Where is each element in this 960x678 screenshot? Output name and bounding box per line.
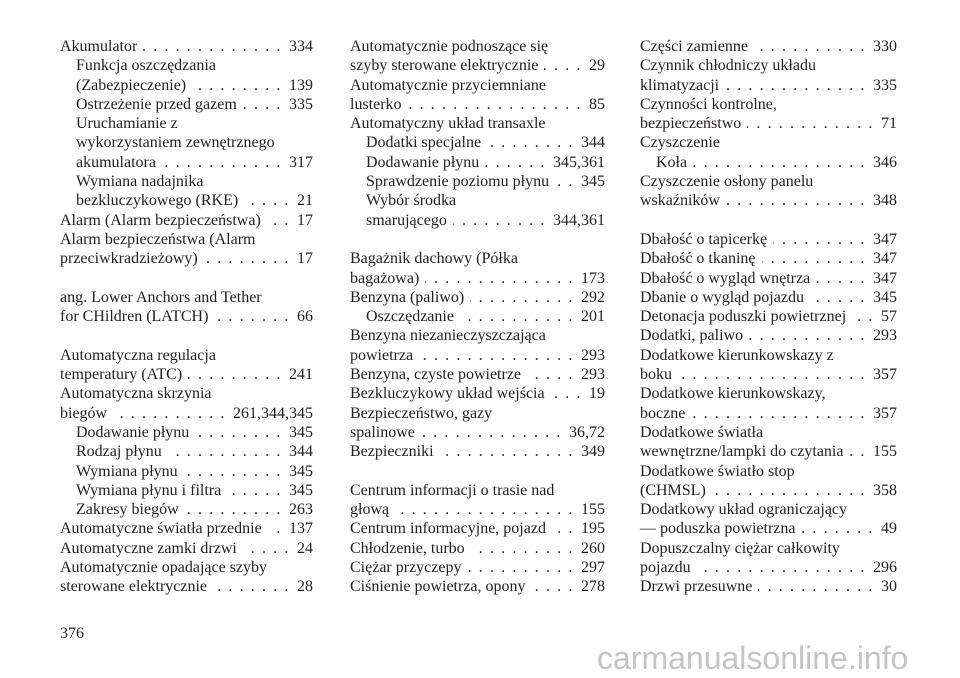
entry-label: Dodawanie płynu: [76, 423, 190, 441]
dot-leader: [471, 539, 574, 558]
entry-label: Oszczędzanie: [366, 308, 454, 326]
page-reference: 29: [589, 57, 605, 75]
page-reference: 24: [297, 539, 313, 557]
index-entry: [640, 307, 897, 326]
dot-leader: [143, 37, 282, 56]
index-entry: [350, 423, 605, 442]
page-reference: 293: [581, 366, 605, 384]
dot-leader: [849, 442, 866, 461]
index-subentry: [60, 172, 313, 191]
entry-label: Wybór środka: [366, 192, 457, 210]
dot-leader: [693, 153, 866, 172]
index-entry: [640, 558, 897, 577]
dot-leader: [395, 500, 574, 519]
dot-leader: [691, 404, 866, 423]
index-entry: [350, 539, 605, 558]
dot-leader: [712, 481, 866, 500]
page-reference: 335: [873, 76, 897, 94]
page-reference: 28: [297, 578, 313, 596]
entry-label: Wymiana płynu: [76, 462, 178, 480]
page-number: 376: [60, 625, 84, 642]
index-entry: [60, 346, 313, 365]
entry-label: lusterko: [350, 95, 402, 113]
entry-label: wykorzystaniem zewnętrznego: [76, 134, 275, 152]
page-reference: 357: [873, 404, 897, 422]
entry-label: Bezkluczykowy układ wejścia: [350, 385, 545, 403]
entry-label: Wymiana nadajnika: [76, 173, 204, 191]
entry-label: Automatycznie przyciemniane: [350, 76, 546, 94]
index-entry: [350, 481, 605, 500]
index-subentry: [640, 153, 897, 172]
entry-label: spalinowe: [350, 423, 415, 441]
index-entry: [350, 346, 605, 365]
index-subentry: [60, 133, 313, 152]
page-reference: 139: [289, 76, 313, 94]
index-entry: [640, 500, 897, 519]
index-entry: [350, 114, 605, 133]
index-entry: [640, 249, 897, 268]
entry-label: Ciężar przyczepy: [350, 559, 462, 577]
index-group: [60, 346, 313, 597]
index-entry: [640, 230, 897, 249]
index-entry: [640, 346, 897, 365]
index-entry: [640, 114, 897, 133]
page-reference: 30: [881, 578, 897, 596]
index-entry: [60, 307, 313, 326]
index-subentry: [350, 153, 605, 172]
entry-label: Dbałość o tapicerkę: [640, 230, 768, 248]
page-reference: 358: [873, 481, 897, 499]
page-reference: 263: [289, 501, 313, 519]
entry-label: Dodatkowe kierunkowskazy z: [640, 346, 834, 364]
entry-label: głową: [350, 501, 390, 519]
dot-leader: [440, 442, 574, 461]
index-subentry: [60, 76, 313, 95]
dot-leader: [227, 481, 282, 500]
index-entry: [640, 95, 897, 114]
dot-leader: [425, 269, 574, 288]
dot-leader: [243, 539, 290, 558]
page-reference: 173: [581, 269, 605, 287]
entry-label: Akumulator: [60, 38, 138, 55]
entry-label: Części zamienne: [640, 38, 748, 55]
page-reference: 19: [589, 385, 605, 403]
entry-label: bagażowa): [350, 269, 420, 287]
entry-label: Dopuszczalny ciężar całkowity: [640, 539, 840, 557]
page-reference: 57: [881, 308, 897, 326]
dot-leader: [754, 37, 866, 56]
index-entry: [640, 37, 897, 56]
entry-label: Koła: [656, 153, 688, 171]
entry-label: Automatyczne światła przednie: [60, 520, 262, 538]
index-entry: [60, 558, 313, 577]
index-entry: [350, 249, 605, 268]
entry-label: biegów: [60, 404, 108, 422]
dot-leader: [773, 230, 866, 249]
dot-leader: [268, 519, 282, 538]
page-reference: 66: [297, 308, 313, 326]
index-entry: [60, 249, 313, 268]
index-entry: [640, 539, 897, 558]
dot-leader: [551, 384, 582, 403]
index-entry: [350, 404, 605, 423]
entry-label: Dodatkowe kierunkowskazy,: [640, 385, 826, 403]
index-entry: [640, 133, 897, 152]
index-entry: [60, 288, 313, 307]
entry-label: (Zabezpieczenie): [76, 76, 187, 94]
page-reference: 344,361: [553, 211, 605, 229]
entry-label: boczne: [640, 404, 686, 422]
index-group: [60, 37, 313, 269]
entry-label: Dodatki, paliwo: [640, 327, 744, 345]
page-reference: 278: [581, 578, 605, 596]
page-reference: 292: [581, 288, 605, 306]
index-group: [60, 288, 313, 327]
index-subentry: [60, 500, 313, 519]
entry-label: — poduszka powietrzna: [640, 520, 796, 538]
entry-label: Centrum informacji o trasie nad: [350, 481, 555, 499]
entry-label: Dbanie o wygląd pojazdu: [640, 288, 804, 306]
index-entry: [350, 500, 605, 519]
index-entry: [640, 577, 897, 596]
entry-label: akumulatora: [76, 153, 156, 171]
index-group: [640, 37, 897, 211]
page-reference: 349: [581, 443, 605, 461]
entry-label: Bezpieczeństwo, gazy: [350, 404, 493, 422]
entry-label: Funkcja oszczędzania: [76, 57, 216, 75]
index-entry: [640, 404, 897, 423]
page-reference: 296: [873, 559, 897, 577]
dot-leader: [467, 558, 574, 577]
page-reference: 21: [297, 192, 313, 210]
dot-leader: [749, 326, 866, 345]
dot-leader: [204, 249, 290, 268]
dot-leader: [555, 172, 574, 191]
entry-label: Chłodzenie, turbo: [350, 539, 465, 557]
page-reference: 344: [581, 134, 605, 152]
page-reference: 155: [873, 443, 897, 461]
entry-label: pojazdu: [640, 559, 691, 577]
page-reference: 155: [581, 501, 605, 519]
index-column-3: [640, 37, 897, 597]
dot-leader: [421, 423, 562, 442]
entry-label: Alarm (Alarm bezpieczeństwa): [60, 211, 261, 229]
index-entry: [350, 519, 605, 538]
page-reference: 293: [581, 346, 605, 364]
index-column-1: [60, 37, 313, 597]
index-entry: [350, 384, 605, 403]
page-reference: 347: [873, 269, 897, 287]
index-column-2: [350, 37, 605, 597]
index-entry: [640, 519, 897, 538]
page-reference: 348: [873, 192, 897, 210]
dot-leader: [747, 114, 874, 133]
entry-label: Benzyna, czyste powietrze: [350, 366, 522, 384]
page-reference: 357: [873, 366, 897, 384]
index-entry: [640, 384, 897, 403]
page-reference: 241: [289, 366, 313, 384]
dot-leader: [762, 249, 866, 268]
entry-label: Benzyna (paliwo): [350, 288, 465, 306]
entry-label: Zakresy biegów: [76, 501, 179, 519]
page-reference: 201: [581, 308, 605, 326]
index-entry: [640, 288, 897, 307]
dot-leader: [726, 191, 866, 210]
dot-leader: [802, 519, 874, 538]
page-reference: 17: [297, 211, 313, 229]
dot-leader: [816, 269, 866, 288]
entry-label: bezkluczykowego (RKE): [76, 192, 239, 210]
index-entry: [350, 269, 605, 288]
entry-label: Ciśnienie powietrza, opony: [350, 578, 526, 596]
page-reference: 49: [881, 520, 897, 538]
index-entry: [60, 577, 313, 596]
entry-label: Drzwi przesuwne: [640, 578, 753, 596]
page-reference: 71: [881, 115, 897, 133]
entry-label: klimatyzacji: [640, 76, 720, 94]
dot-leader: [168, 442, 282, 461]
index-group: [350, 481, 605, 597]
dot-leader: [544, 56, 582, 75]
dot-leader: [267, 211, 290, 230]
entry-label: Czyszczenie osłony panelu: [640, 173, 814, 191]
index-entry: [60, 37, 313, 56]
index-entry: [640, 462, 897, 481]
index-subentry: [60, 191, 313, 210]
page-reference: 317: [289, 153, 313, 171]
page-reference: 260: [581, 539, 605, 557]
entry-label: wskaźników: [640, 192, 720, 210]
page-reference: 345,361: [553, 153, 605, 171]
entry-label: Centrum informacyjne, pojazd: [350, 520, 546, 538]
entry-label: Rodzaj płynu: [76, 443, 162, 461]
index-entry: [60, 211, 313, 230]
entry-label: for CHildren (LATCH): [60, 308, 209, 326]
entry-label: Ostrzeżenie przed gazem: [76, 95, 237, 113]
dot-leader: [678, 365, 866, 384]
entry-label: Czynności kontrolne,: [640, 95, 777, 113]
index-group: [640, 230, 897, 597]
entry-label: Alarm bezpieczeństwa (Alarm: [60, 230, 256, 248]
index-entry: [350, 56, 605, 75]
page-reference: 36,72: [569, 423, 605, 441]
index-entry: [640, 172, 897, 191]
index-group: [350, 37, 605, 230]
entry-label: Dodatki specjalne: [366, 134, 482, 152]
dot-leader: [697, 558, 866, 577]
dot-leader: [485, 153, 546, 172]
entry-label: temperatury (ATC): [60, 366, 183, 384]
index-entry: [60, 365, 313, 384]
index-subentry: [350, 172, 605, 191]
page-reference: 85: [589, 95, 605, 113]
page-reference: 293: [873, 327, 897, 345]
index-entry: [640, 481, 897, 500]
index-entry: [640, 269, 897, 288]
index-subentry: [60, 56, 313, 75]
page-reference: 347: [873, 230, 897, 248]
index-entry: [350, 577, 605, 596]
entry-label: szyby sterowane elektrycznie: [350, 57, 539, 75]
index-subentry: [60, 114, 313, 133]
entry-label: (CHMSL): [640, 481, 706, 499]
dot-leader: [214, 307, 290, 326]
page-reference: 17: [297, 250, 313, 268]
entry-label: Automatyczna regulacja: [60, 346, 216, 364]
page-reference: 297: [581, 559, 605, 577]
dot-leader: [408, 95, 582, 114]
dot-leader: [419, 346, 574, 365]
dot-leader: [527, 365, 574, 384]
index-entry: [350, 326, 605, 345]
index-entry: [640, 56, 897, 75]
entry-label: Automatyczny układ transaxle: [350, 115, 546, 133]
index-entry: [60, 404, 313, 423]
dot-leader: [244, 191, 290, 210]
dot-leader: [470, 288, 574, 307]
index-subentry: [60, 442, 313, 461]
watermark: carmanualsonline.info: [597, 640, 909, 676]
entry-label: smarującego: [366, 211, 447, 229]
entry-label: Dodatkowy układ ograniczający: [640, 501, 848, 519]
page-reference: 334: [289, 38, 313, 55]
index-entry: [350, 558, 605, 577]
entry-label: sterowane elektrycznie: [60, 578, 208, 596]
index-entry: [60, 384, 313, 403]
entry-label: przeciwkradzieżowy): [60, 250, 198, 268]
index-entry: [350, 442, 605, 461]
index-entry: [350, 95, 605, 114]
page-reference: 344: [289, 443, 313, 461]
index-subentry: [60, 423, 313, 442]
page-reference: 137: [289, 520, 313, 538]
dot-leader: [113, 404, 226, 423]
entry-label: Automatyczne zamki drzwi: [60, 539, 237, 557]
entry-label: Dbałość o tkaninę: [640, 250, 756, 268]
dot-leader: [810, 288, 866, 307]
dot-leader: [192, 76, 282, 95]
entry-label: Dodatkowe światło stop: [640, 462, 795, 480]
entry-label: Dbałość o wygląd wnętrza: [640, 269, 811, 287]
entry-label: Benzyna niezanieczyszczająca: [350, 327, 546, 345]
dot-leader: [460, 307, 574, 326]
index-entry: [640, 326, 897, 345]
dot-leader: [487, 133, 574, 152]
entry-label: Wymiana płynu i filtra: [76, 481, 222, 499]
index-entry: [640, 423, 897, 442]
page-reference: 330: [873, 38, 897, 55]
index-subentry: [60, 481, 313, 500]
page-reference: 347: [873, 250, 897, 268]
entry-label: Detonacja poduszki powietrznej: [640, 308, 847, 326]
dot-leader: [188, 365, 282, 384]
dot-leader: [758, 577, 874, 596]
index-entry: [60, 539, 313, 558]
index-subentry: [60, 95, 313, 114]
dot-leader: [162, 153, 282, 172]
entry-label: Automatyczna skrzynia: [60, 385, 212, 403]
page-reference: 345: [581, 173, 605, 191]
entry-label: Uruchamianie z: [76, 115, 178, 133]
index-entry: [640, 365, 897, 384]
dot-leader: [195, 423, 282, 442]
entry-label: Bezpieczniki: [350, 443, 434, 461]
entry-label: ang. Lower Anchors and Tether: [60, 288, 262, 306]
dot-leader: [213, 577, 290, 596]
dot-leader: [453, 211, 546, 230]
entry-label: powietrza: [350, 346, 414, 364]
page-reference: 261,344,345: [233, 404, 313, 422]
page-reference: 335: [289, 95, 313, 113]
entry-label: Czyszczenie: [640, 134, 720, 152]
dot-leader: [184, 462, 282, 481]
dot-leader: [852, 307, 874, 326]
page-reference: 345: [873, 288, 897, 306]
entry-label: Automatycznie opadające szyby: [60, 559, 268, 577]
index-subentry: [60, 462, 313, 481]
entry-label: Dodawanie płynu: [366, 153, 480, 171]
entry-label: bezpieczeństwo: [640, 115, 742, 133]
entry-label: Czynnik chłodniczy układu: [640, 57, 816, 75]
dot-leader: [243, 95, 282, 114]
entry-label: Automatycznie podnoszące się: [350, 38, 549, 55]
index-entry: [60, 519, 313, 538]
index-entry: [640, 191, 897, 210]
index-subentry: [60, 153, 313, 172]
index-subentry: [350, 211, 605, 230]
index-subentry: [350, 307, 605, 326]
entry-label: Sprawdzenie poziomu płynu: [366, 173, 550, 191]
page-reference: 345: [289, 462, 313, 480]
index-subentry: [350, 133, 605, 152]
page-reference: 345: [289, 481, 313, 499]
entry-label: Dodatkowe światła: [640, 423, 764, 441]
index-entry: [640, 442, 897, 461]
index-entry: [350, 288, 605, 307]
index-group: [350, 249, 605, 461]
index-entry: [350, 76, 605, 95]
page-reference: 195: [581, 520, 605, 538]
dot-leader: [532, 577, 574, 596]
dot-leader: [185, 500, 282, 519]
entry-label: Bagażnik dachowy (Półka: [350, 250, 518, 268]
page-reference: 345: [289, 423, 313, 441]
dot-leader: [552, 519, 574, 538]
index-entry: [60, 230, 313, 249]
index-entry: [350, 37, 605, 56]
entry-label: boku: [640, 366, 672, 384]
index-entry: [350, 365, 605, 384]
dot-leader: [725, 76, 866, 95]
index-subentry: [350, 191, 605, 210]
index-entry: [640, 76, 897, 95]
entry-label: wewnętrzne/lampki do czytania: [640, 443, 844, 461]
page-reference: 346: [873, 153, 897, 171]
